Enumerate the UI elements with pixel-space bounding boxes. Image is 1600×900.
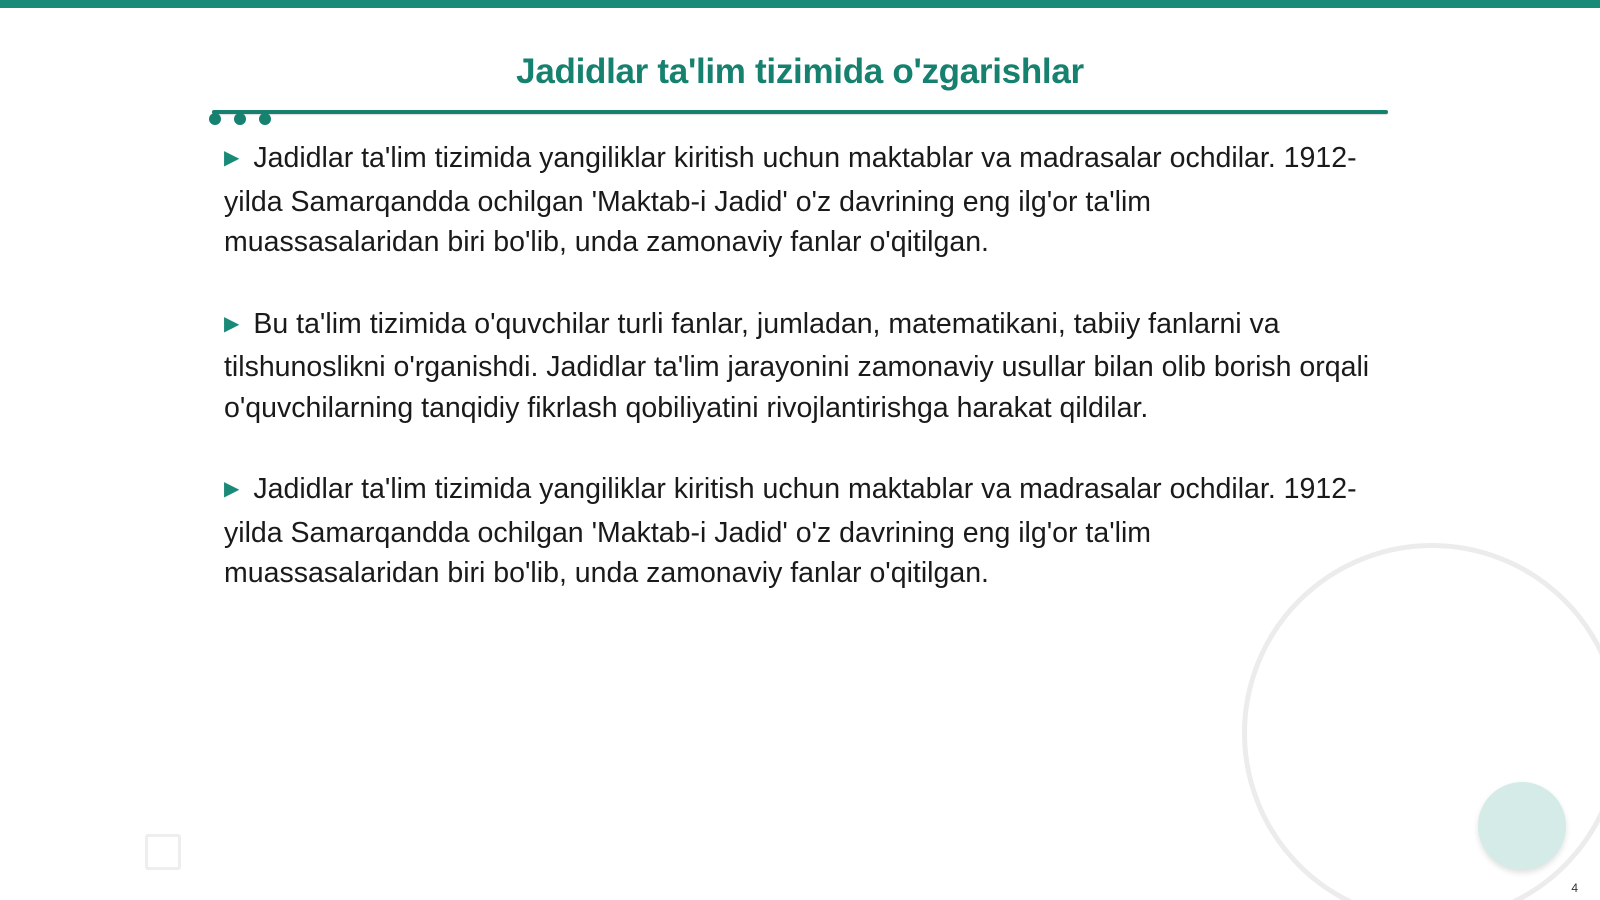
paragraph-text: Jadidlar ta'lim tizimida yangiliklar kiritish uchun maktablar va madrasalar ochdilar. 1912-yilda Samarqandda ochilgan 'Maktab-i Jadid' o'z davrining eng ilg'or ta'lim muassasalaridan biri bo'lib, unda zamonaviy fanlar o'qitilgan. [224,473,1357,589]
title-underline [212,110,1388,114]
slide-content [224,138,1374,635]
underline-dot [234,113,246,125]
decorative-bubble [1478,782,1566,870]
slide-title: Jadidlar ta'lim tizimida o'zgarishlar [516,52,1084,91]
bullet-paragraph [224,304,1374,429]
triangle-bullet-icon: ▶ [224,312,240,335]
triangle-bullet-icon: ▶ [224,147,240,169]
page-number: 4 [1571,881,1578,895]
underline-dot [209,113,221,125]
paragraph-text: Bu ta'lim tizimida o'quvchilar turli fanlar, jumladan, matematikani, tabiiy fanlarni va tilshunoslikni o'rganishdi. Jadidlar ta'lim jarayonini zamonaviy usullar bilan olib borish orqali o'quvchilarning tanqidiy fikrlash qobiliyatini rivojlantirishga harakat qildilar. [224,307,1370,424]
underline-dot [259,113,271,125]
bullet-paragraph [224,469,1374,594]
paragraph-text: Jadidlar ta'lim tizimida yangiliklar kiritish uchun maktablar va madrasalar ochdilar. 1912-yilda Samarqandda ochilgan 'Maktab-i Jadid' o'z davrining eng ilg'or ta'lim muassasalaridan biri bo'lib, unda zamonaviy fanlar o'qitilgan. [224,142,1357,258]
bullet-paragraph [224,138,1374,263]
decorative-square [145,834,181,870]
top-accent-bar [0,0,1600,8]
triangle-bullet-icon: ▶ [224,478,240,500]
